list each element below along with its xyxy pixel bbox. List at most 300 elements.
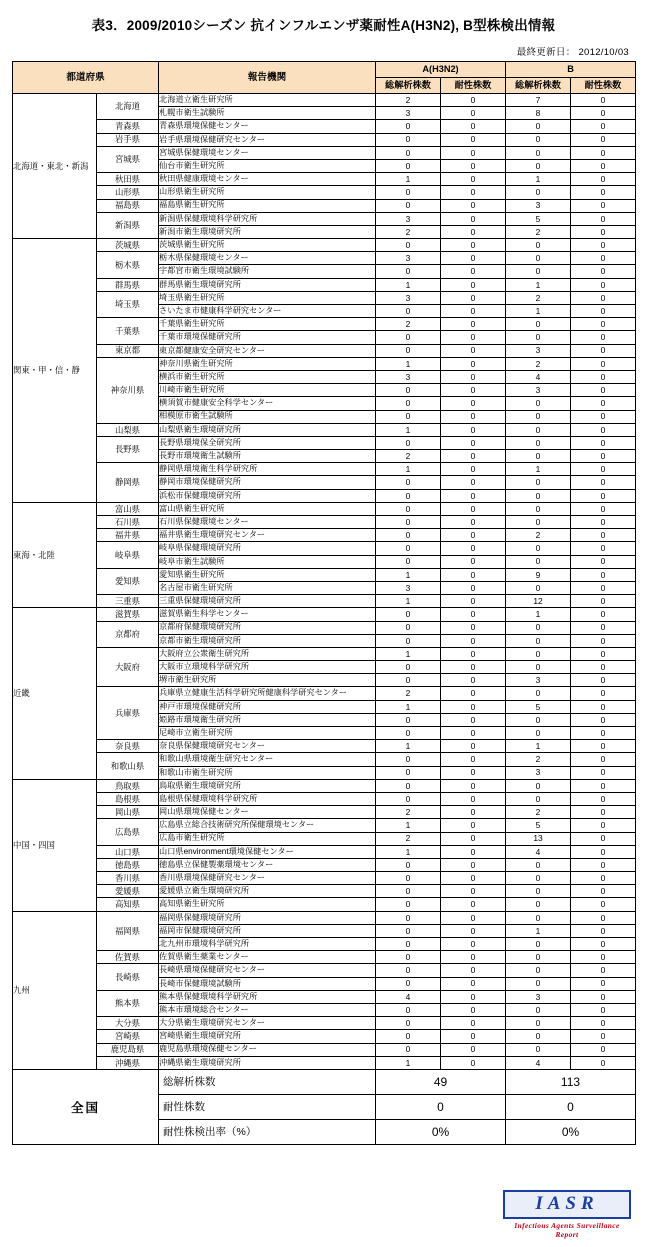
b-resistant-cell: 0 (571, 740, 636, 753)
b-analyzed-cell: 0 (506, 964, 571, 977)
a-resistant-cell: 0 (441, 1017, 506, 1030)
a-resistant-cell: 0 (441, 819, 506, 832)
b-analyzed-cell: 0 (506, 581, 571, 594)
table-row (13, 1017, 636, 1030)
total-row-label: 耐性株数 (159, 1094, 376, 1119)
a-analyzed-cell: 0 (376, 476, 441, 489)
prefecture-cell: 大分県 (97, 1017, 159, 1030)
b-resistant-cell: 0 (571, 700, 636, 713)
detection-table (12, 61, 636, 1070)
a-analyzed-cell: 3 (376, 291, 441, 304)
table-row (13, 872, 636, 885)
prefecture-cell: 新潟県 (97, 212, 159, 238)
institution-cell: 秋田県健康環境センター (159, 173, 376, 186)
b-analyzed-cell: 4 (506, 1056, 571, 1069)
a-resistant-cell: 0 (441, 674, 506, 687)
a-analyzed-cell: 1 (376, 423, 441, 436)
table-row (13, 568, 636, 581)
b-analyzed-cell: 8 (506, 107, 571, 120)
prefecture-cell: 徳島県 (97, 858, 159, 871)
a-analyzed-cell: 0 (376, 305, 441, 318)
table-row (13, 542, 636, 555)
a-resistant-cell: 0 (441, 159, 506, 172)
a-resistant-cell: 0 (441, 806, 506, 819)
a-resistant-cell: 0 (441, 331, 506, 344)
a-resistant-cell: 0 (441, 753, 506, 766)
b-analyzed-cell: 0 (506, 318, 571, 331)
prefecture-cell: 神奈川県 (97, 357, 159, 423)
b-resistant-cell: 0 (571, 1030, 636, 1043)
b-analyzed-cell: 1 (506, 173, 571, 186)
a-resistant-cell: 0 (441, 885, 506, 898)
b-resistant-cell: 0 (571, 186, 636, 199)
institution-cell: 栃木県保健環境センター (159, 252, 376, 265)
b-analyzed-cell: 4 (506, 370, 571, 383)
b-analyzed-cell: 2 (506, 357, 571, 370)
table-row (13, 212, 636, 225)
prefecture-cell: 福井県 (97, 529, 159, 542)
a-resistant-cell: 0 (441, 687, 506, 700)
a-resistant-cell: 0 (441, 489, 506, 502)
a-analyzed-cell: 0 (376, 1030, 441, 1043)
a-analyzed-cell: 0 (376, 661, 441, 674)
table-row (13, 647, 636, 660)
b-analyzed-cell: 0 (506, 792, 571, 805)
table-row (13, 687, 636, 700)
table-row (13, 239, 636, 252)
a-resistant-cell: 0 (441, 344, 506, 357)
a-analyzed-cell: 1 (376, 595, 441, 608)
a-resistant-cell: 0 (441, 199, 506, 212)
b-analyzed-cell: 4 (506, 845, 571, 858)
b-analyzed-cell: 0 (506, 436, 571, 449)
prefecture-cell: 岩手県 (97, 133, 159, 146)
a-analyzed-cell: 0 (376, 555, 441, 568)
a-resistant-cell: 0 (441, 384, 506, 397)
header-group-b: B (506, 62, 636, 78)
b-resistant-cell: 0 (571, 173, 636, 186)
a-resistant-cell: 0 (441, 621, 506, 634)
b-resistant-cell: 0 (571, 357, 636, 370)
a-analyzed-cell: 2 (376, 94, 441, 107)
prefecture-cell: 北海道 (97, 94, 159, 120)
institution-cell: 京都府保健環境研究所 (159, 621, 376, 634)
b-analyzed-cell: 3 (506, 344, 571, 357)
b-analyzed-cell: 9 (506, 568, 571, 581)
prefecture-cell: 香川県 (97, 872, 159, 885)
region-cell: 関東・甲・信・静 (13, 239, 97, 503)
total-row-label: 総解析株数 (159, 1069, 376, 1094)
a-analyzed-cell: 0 (376, 239, 441, 252)
table-row (13, 753, 636, 766)
prefecture-cell: 茨城県 (97, 239, 159, 252)
a-resistant-cell: 0 (441, 107, 506, 120)
b-resistant-cell: 0 (571, 634, 636, 647)
b-resistant-cell: 0 (571, 384, 636, 397)
institution-cell: 神奈川県衛生研究所 (159, 357, 376, 370)
b-resistant-cell: 0 (571, 924, 636, 937)
b-resistant-cell: 0 (571, 107, 636, 120)
iasr-logo-subtitle: Infectious Agents Surveillance Report (514, 1221, 620, 1239)
b-resistant-cell: 0 (571, 661, 636, 674)
total-row (13, 1069, 636, 1094)
a-resistant-cell: 0 (441, 555, 506, 568)
table-row (13, 252, 636, 265)
institution-cell: 石川県保健環境センター (159, 516, 376, 529)
b-resistant-cell: 0 (571, 489, 636, 502)
prefecture-cell: 大阪府 (97, 647, 159, 687)
institution-cell: 山梨県衛生環境研究所 (159, 423, 376, 436)
a-analyzed-cell: 0 (376, 529, 441, 542)
a-resistant-cell: 0 (441, 1003, 506, 1016)
a-analyzed-cell: 1 (376, 1056, 441, 1069)
prefecture-cell: 山形県 (97, 186, 159, 199)
b-resistant-cell: 0 (571, 674, 636, 687)
b-resistant-cell: 0 (571, 1003, 636, 1016)
table-row (13, 120, 636, 133)
b-resistant-cell: 0 (571, 476, 636, 489)
a-analyzed-cell: 0 (376, 1003, 441, 1016)
institution-cell: 名古屋市衛生研究所 (159, 581, 376, 594)
b-analyzed-cell: 13 (506, 832, 571, 845)
institution-cell: 長野市環境衛生試験所 (159, 450, 376, 463)
a-resistant-cell: 0 (441, 595, 506, 608)
b-analyzed-cell: 0 (506, 476, 571, 489)
table-row (13, 423, 636, 436)
prefecture-cell: 京都府 (97, 621, 159, 647)
b-analyzed-cell: 3 (506, 199, 571, 212)
a-resistant-cell: 0 (441, 740, 506, 753)
table-row (13, 357, 636, 370)
b-analyzed-cell: 0 (506, 977, 571, 990)
institution-cell: 鳥取県衛生環境研究所 (159, 779, 376, 792)
b-resistant-cell: 0 (571, 450, 636, 463)
b-resistant-cell: 0 (571, 885, 636, 898)
b-analyzed-cell: 0 (506, 1003, 571, 1016)
b-resistant-cell: 0 (571, 977, 636, 990)
table-header (13, 62, 636, 94)
institution-cell: 和歌山市衛生研究所 (159, 766, 376, 779)
a-analyzed-cell: 1 (376, 568, 441, 581)
b-analyzed-cell: 5 (506, 819, 571, 832)
b-analyzed-cell: 0 (506, 146, 571, 159)
b-resistant-cell: 0 (571, 832, 636, 845)
b-resistant-cell: 0 (571, 133, 636, 146)
table-row (13, 964, 636, 977)
header-prefecture: 都道府県 (13, 62, 159, 94)
a-resistant-cell: 0 (441, 713, 506, 726)
table-row (13, 779, 636, 792)
a-resistant-cell: 0 (441, 990, 506, 1003)
b-resistant-cell: 0 (571, 647, 636, 660)
a-resistant-cell: 0 (441, 529, 506, 542)
b-analyzed-cell: 0 (506, 265, 571, 278)
table-row (13, 1043, 636, 1056)
a-analyzed-cell: 2 (376, 806, 441, 819)
prefecture-cell: 滋賀県 (97, 608, 159, 621)
a-analyzed-cell: 0 (376, 964, 441, 977)
b-resistant-cell: 0 (571, 463, 636, 476)
prefecture-cell: 群馬県 (97, 278, 159, 291)
national-label: 全国 (13, 1069, 159, 1144)
b-resistant-cell: 0 (571, 845, 636, 858)
prefecture-cell: 熊本県 (97, 990, 159, 1016)
institution-cell: 愛媛県立衛生環境研究所 (159, 885, 376, 898)
header-b-resistant: 耐性株数 (571, 78, 636, 94)
institution-cell: 新潟県保健環境科学研究所 (159, 212, 376, 225)
a-analyzed-cell: 0 (376, 397, 441, 410)
institution-cell: 神戸市環境保健研究所 (159, 700, 376, 713)
a-analyzed-cell: 0 (376, 120, 441, 133)
b-resistant-cell: 0 (571, 291, 636, 304)
institution-cell: 和歌山県環境衛生研究センター (159, 753, 376, 766)
a-analyzed-cell: 0 (376, 924, 441, 937)
a-resistant-cell: 0 (441, 476, 506, 489)
b-analyzed-cell: 0 (506, 647, 571, 660)
prefecture-cell: 岐阜県 (97, 542, 159, 568)
institution-cell: 長野県環境保全研究所 (159, 436, 376, 449)
b-analyzed-cell: 0 (506, 516, 571, 529)
total-value-b: 0 (506, 1094, 636, 1119)
institution-cell: 福井県衛生環境研究センター (159, 529, 376, 542)
total-value-b: 0% (506, 1119, 636, 1144)
total-value-a: 0 (376, 1094, 506, 1119)
a-analyzed-cell: 1 (376, 700, 441, 713)
b-resistant-cell: 0 (571, 159, 636, 172)
b-resistant-cell: 0 (571, 608, 636, 621)
a-resistant-cell: 0 (441, 516, 506, 529)
a-analyzed-cell: 0 (376, 1017, 441, 1030)
b-analyzed-cell: 1 (506, 305, 571, 318)
table-row (13, 146, 636, 159)
prefecture-cell: 三重県 (97, 595, 159, 608)
a-resistant-cell: 0 (441, 951, 506, 964)
b-resistant-cell: 0 (571, 278, 636, 291)
institution-cell: 大分県衛生環境研究センター (159, 1017, 376, 1030)
a-analyzed-cell: 0 (376, 608, 441, 621)
table-row (13, 898, 636, 911)
prefecture-cell: 高知県 (97, 898, 159, 911)
institution-cell: 熊本市環境総合センター (159, 1003, 376, 1016)
b-analyzed-cell: 2 (506, 225, 571, 238)
a-analyzed-cell: 0 (376, 621, 441, 634)
a-resistant-cell: 0 (441, 832, 506, 845)
b-resistant-cell: 0 (571, 753, 636, 766)
institution-cell: 奈良県保健環境研究センター (159, 740, 376, 753)
a-resistant-cell: 0 (441, 265, 506, 278)
table-row (13, 502, 636, 515)
a-analyzed-cell: 0 (376, 792, 441, 805)
institution-cell: 岡山県環境保健センター (159, 806, 376, 819)
a-analyzed-cell: 2 (376, 687, 441, 700)
b-analyzed-cell: 0 (506, 555, 571, 568)
a-resistant-cell: 0 (441, 608, 506, 621)
prefecture-cell: 静岡県 (97, 463, 159, 503)
prefecture-cell: 宮崎県 (97, 1030, 159, 1043)
b-analyzed-cell: 0 (506, 661, 571, 674)
b-resistant-cell: 0 (571, 792, 636, 805)
a-analyzed-cell: 0 (376, 186, 441, 199)
a-analyzed-cell: 3 (376, 107, 441, 120)
a-analyzed-cell: 1 (376, 819, 441, 832)
institution-cell: 福岡市保健環境研究所 (159, 924, 376, 937)
iasr-logo-text: IASR (503, 1190, 631, 1219)
institution-cell: 福岡県保健環境研究所 (159, 911, 376, 924)
a-resistant-cell: 0 (441, 173, 506, 186)
table-row (13, 1030, 636, 1043)
prefecture-cell: 鹿児島県 (97, 1043, 159, 1056)
institution-cell: 川崎市衛生研究所 (159, 384, 376, 397)
a-analyzed-cell: 0 (376, 634, 441, 647)
prefecture-cell: 岡山県 (97, 806, 159, 819)
b-resistant-cell: 0 (571, 1043, 636, 1056)
b-resistant-cell: 0 (571, 305, 636, 318)
prefecture-cell: 青森県 (97, 120, 159, 133)
a-resistant-cell: 0 (441, 977, 506, 990)
b-analyzed-cell: 1 (506, 608, 571, 621)
institution-cell: 高知県衛生研究所 (159, 898, 376, 911)
institution-cell: 北九州市環境科学研究所 (159, 938, 376, 951)
a-analyzed-cell: 3 (376, 581, 441, 594)
a-analyzed-cell: 0 (376, 951, 441, 964)
institution-cell: 横浜市衛生研究所 (159, 370, 376, 383)
a-resistant-cell: 0 (441, 357, 506, 370)
b-analyzed-cell: 0 (506, 252, 571, 265)
institution-cell: 大阪市立環境科学研究所 (159, 661, 376, 674)
b-analyzed-cell: 0 (506, 779, 571, 792)
a-resistant-cell: 0 (441, 370, 506, 383)
institution-cell: 熊本県保健環境科学研究所 (159, 990, 376, 1003)
a-resistant-cell: 0 (441, 410, 506, 423)
a-analyzed-cell: 2 (376, 450, 441, 463)
institution-cell: 静岡市環境保健研究所 (159, 476, 376, 489)
b-analyzed-cell: 12 (506, 595, 571, 608)
a-analyzed-cell: 1 (376, 357, 441, 370)
b-analyzed-cell: 0 (506, 542, 571, 555)
prefecture-cell: 広島県 (97, 819, 159, 845)
a-resistant-cell: 0 (441, 924, 506, 937)
a-resistant-cell: 0 (441, 120, 506, 133)
a-analyzed-cell: 3 (376, 212, 441, 225)
b-analyzed-cell: 7 (506, 94, 571, 107)
prefecture-cell: 東京都 (97, 344, 159, 357)
institution-cell: 北海道立衛生研究所 (159, 94, 376, 107)
a-analyzed-cell: 1 (376, 845, 441, 858)
national-total-table (12, 1069, 636, 1145)
b-resistant-cell: 0 (571, 1056, 636, 1069)
total-row-label: 耐性株検出率（%） (159, 1119, 376, 1144)
a-analyzed-cell: 0 (376, 911, 441, 924)
national-total-body (13, 1069, 636, 1144)
table-row (13, 436, 636, 449)
institution-cell: 青森県環境保健センター (159, 120, 376, 133)
a-resistant-cell: 0 (441, 239, 506, 252)
a-resistant-cell: 0 (441, 318, 506, 331)
header-group-a: A(H3N2) (376, 62, 506, 78)
prefecture-cell: 奈良県 (97, 740, 159, 753)
b-analyzed-cell: 2 (506, 291, 571, 304)
b-resistant-cell: 0 (571, 212, 636, 225)
table-row (13, 951, 636, 964)
b-analyzed-cell: 0 (506, 410, 571, 423)
b-resistant-cell: 0 (571, 621, 636, 634)
a-analyzed-cell: 2 (376, 832, 441, 845)
prefecture-cell: 栃木県 (97, 252, 159, 278)
b-analyzed-cell: 0 (506, 423, 571, 436)
a-analyzed-cell: 0 (376, 779, 441, 792)
a-analyzed-cell: 0 (376, 159, 441, 172)
a-resistant-cell: 0 (441, 845, 506, 858)
prefecture-cell: 福島県 (97, 199, 159, 212)
prefecture-cell: 愛媛県 (97, 885, 159, 898)
b-resistant-cell: 0 (571, 94, 636, 107)
header-institution: 報告機関 (159, 62, 376, 94)
b-analyzed-cell: 0 (506, 621, 571, 634)
institution-cell: 島根県保健環境科学研究所 (159, 792, 376, 805)
a-analyzed-cell: 0 (376, 885, 441, 898)
b-resistant-cell: 0 (571, 581, 636, 594)
a-resistant-cell: 0 (441, 212, 506, 225)
b-resistant-cell: 0 (571, 872, 636, 885)
institution-cell: 愛知県衛生研究所 (159, 568, 376, 581)
b-resistant-cell: 0 (571, 225, 636, 238)
a-resistant-cell: 0 (441, 463, 506, 476)
a-resistant-cell: 0 (441, 423, 506, 436)
prefecture-cell: 富山県 (97, 502, 159, 515)
b-resistant-cell: 0 (571, 344, 636, 357)
table-body (13, 94, 636, 1070)
a-analyzed-cell: 3 (376, 252, 441, 265)
a-analyzed-cell: 0 (376, 872, 441, 885)
last-updated (12, 44, 629, 58)
institution-cell: 千葉市環境保健研究所 (159, 331, 376, 344)
b-resistant-cell: 0 (571, 331, 636, 344)
b-resistant-cell: 0 (571, 423, 636, 436)
b-resistant-cell: 0 (571, 687, 636, 700)
region-cell: 中国・四国 (13, 779, 97, 911)
b-resistant-cell: 0 (571, 568, 636, 581)
institution-cell: 広島市衛生研究所 (159, 832, 376, 845)
institution-cell: 岩手県環境保健研究センター (159, 133, 376, 146)
a-analyzed-cell: 4 (376, 990, 441, 1003)
a-resistant-cell: 0 (441, 898, 506, 911)
a-resistant-cell: 0 (441, 568, 506, 581)
a-analyzed-cell: 1 (376, 278, 441, 291)
b-resistant-cell: 0 (571, 436, 636, 449)
region-cell: 九州 (13, 911, 97, 1069)
institution-cell: 宮崎県衛生環境研究所 (159, 1030, 376, 1043)
prefecture-cell: 秋田県 (97, 173, 159, 186)
b-analyzed-cell: 0 (506, 713, 571, 726)
institution-cell: 横須賀市健康安全科学センター (159, 397, 376, 410)
header-a-resistant: 耐性株数 (441, 78, 506, 94)
a-analyzed-cell: 0 (376, 766, 441, 779)
table-row (13, 990, 636, 1003)
region-cell: 近畿 (13, 608, 97, 779)
b-analyzed-cell: 0 (506, 687, 571, 700)
a-resistant-cell: 0 (441, 94, 506, 107)
table-row (13, 608, 636, 621)
prefecture-cell: 和歌山県 (97, 753, 159, 779)
table-row (13, 819, 636, 832)
a-analyzed-cell: 2 (376, 318, 441, 331)
a-analyzed-cell: 0 (376, 858, 441, 871)
a-resistant-cell: 0 (441, 146, 506, 159)
table-row (13, 516, 636, 529)
last-updated-date: 2012/10/03 (578, 47, 629, 58)
a-resistant-cell: 0 (441, 502, 506, 515)
b-resistant-cell: 0 (571, 542, 636, 555)
